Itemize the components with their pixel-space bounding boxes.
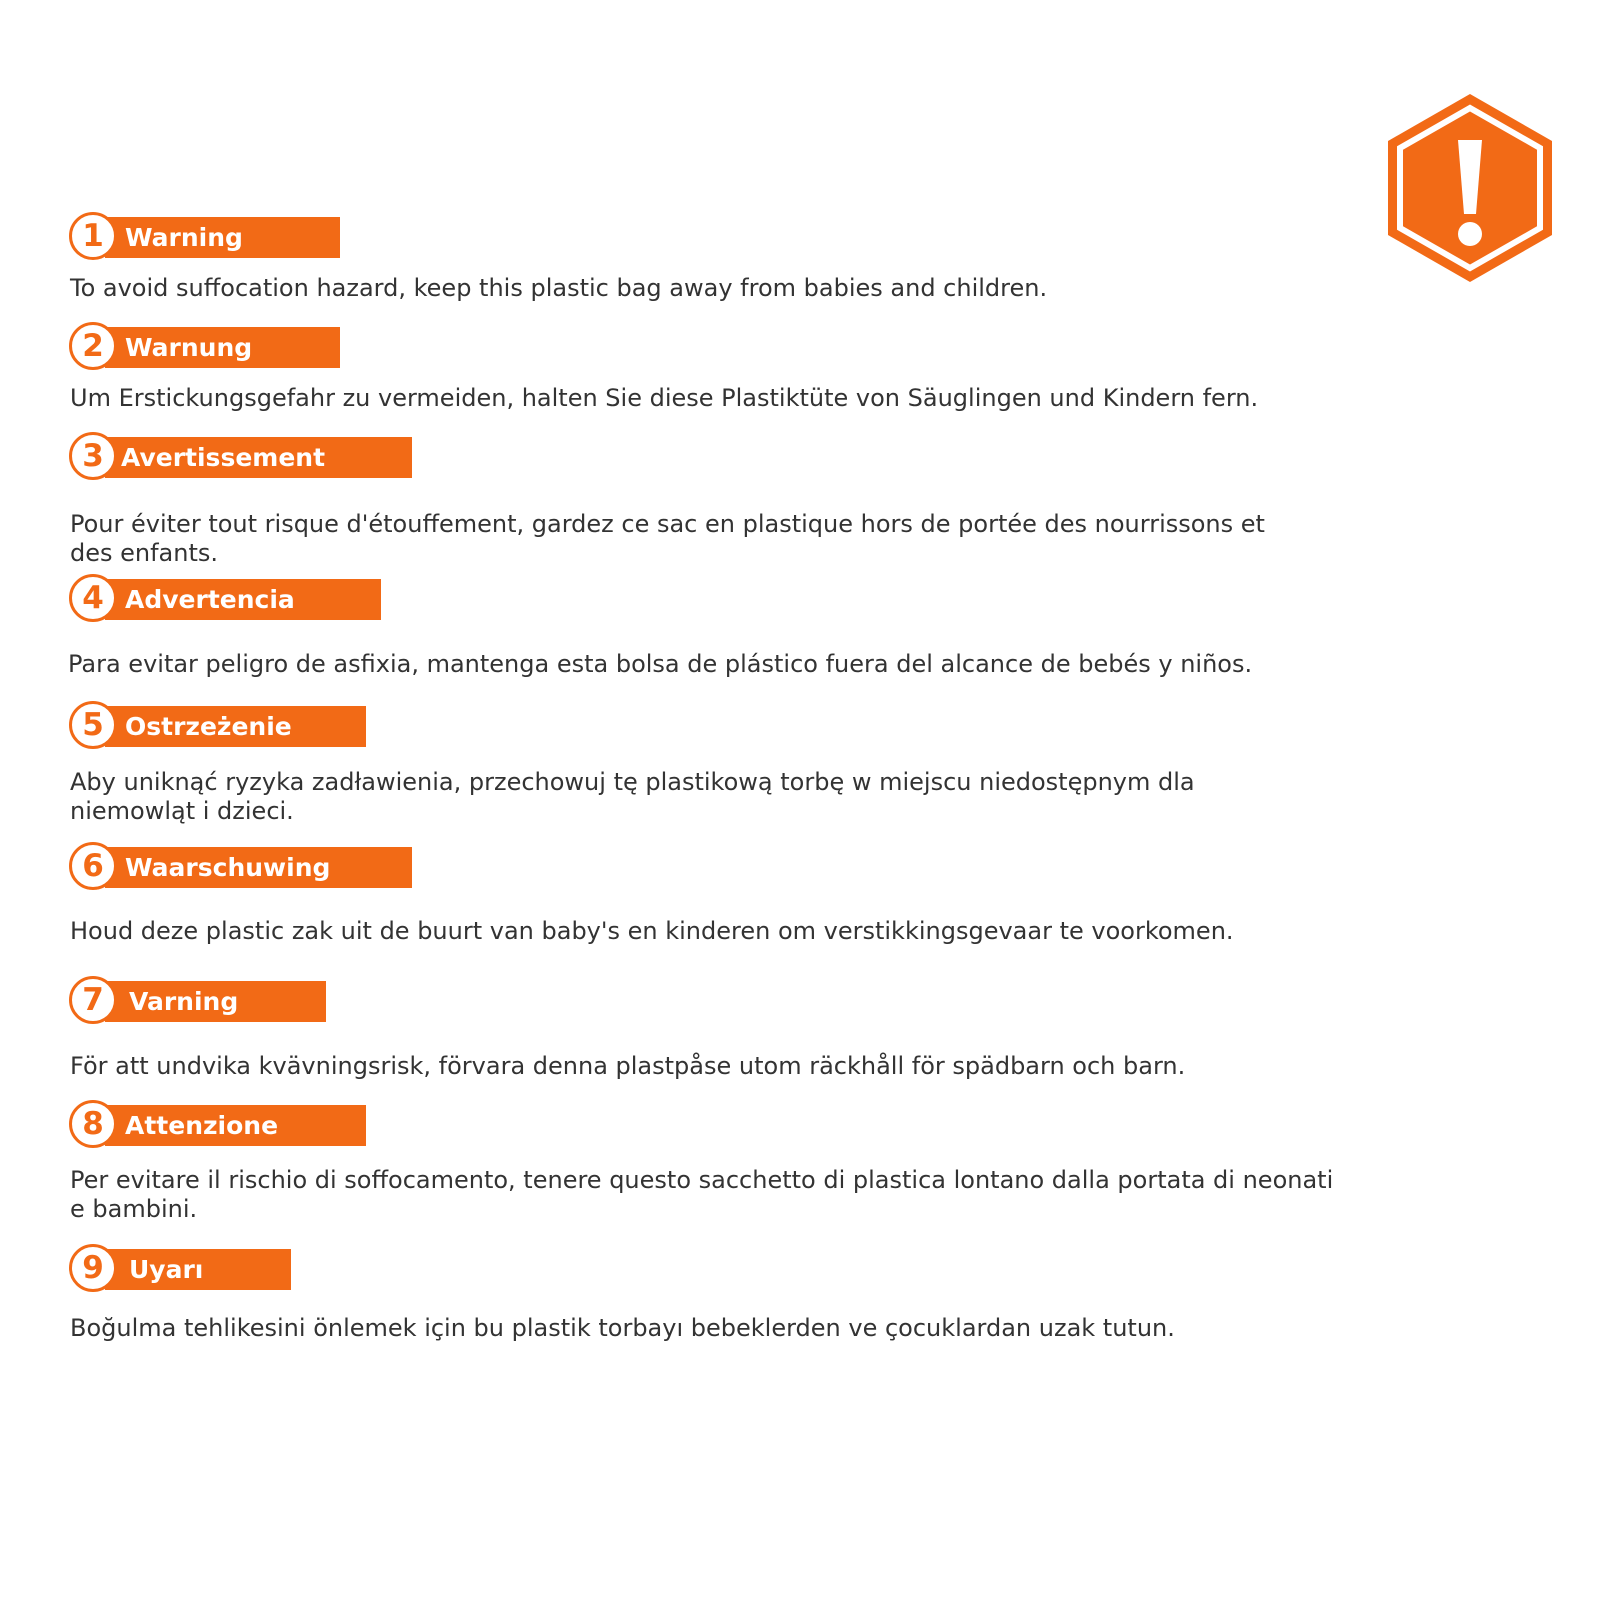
- warning-hexagon-icon: [1385, 92, 1555, 284]
- warning-title: Warning: [105, 217, 340, 258]
- item-number-badge: 3: [69, 432, 117, 480]
- warning-title: Uyarı: [105, 1249, 291, 1290]
- warning-header: [69, 701, 489, 753]
- warning-title: Varning: [105, 981, 326, 1022]
- warning-text: [70, 917, 1234, 946]
- warning-text-line: des enfants.: [70, 539, 219, 567]
- warning-text: [70, 768, 1195, 826]
- warning-text-line: För att undvika kvävningsrisk, förvara denna plastpåse utom räckhåll för spädbarn och barn.: [70, 1052, 1186, 1080]
- warning-text: [70, 510, 1265, 568]
- warning-text-line: niemowląt i dzieci.: [70, 797, 294, 825]
- warning-title: Advertencia: [105, 579, 381, 620]
- warning-title: Waarschuwing: [105, 847, 412, 888]
- item-number-badge: 4: [69, 574, 117, 622]
- warning-text-line: Aby uniknąć ryzyka zadławienia, przechowuj tę plastikową torbę w miejscu niedostępnym dla: [70, 768, 1195, 796]
- warning-title: Ostrzeżenie: [105, 706, 366, 747]
- warning-text-line: Um Erstickungsgefahr zu vermeiden, halten Sie diese Plastiktüte von Säuglingen und Kindern fern.: [70, 384, 1259, 412]
- warning-text: [70, 1314, 1175, 1343]
- warning-text-line: To avoid suffocation hazard, keep this plastic bag away from babies and children.: [70, 274, 1048, 302]
- item-number-badge: 5: [69, 701, 117, 749]
- warning-header: [69, 574, 489, 626]
- warning-header: [69, 322, 489, 374]
- warning-title: Warnung: [105, 327, 340, 368]
- warning-header: [69, 432, 489, 484]
- warning-title: Attenzione: [105, 1105, 366, 1146]
- item-number-badge: 9: [69, 1244, 117, 1292]
- warning-header: [69, 1244, 489, 1296]
- warning-text-line: e bambini.: [70, 1195, 198, 1223]
- item-number-badge: 2: [69, 322, 117, 370]
- warning-text: [68, 650, 1252, 679]
- warning-header: [69, 842, 489, 894]
- warning-header: [69, 1100, 489, 1152]
- warning-text: [70, 1052, 1185, 1081]
- item-number-badge: 7: [69, 976, 117, 1024]
- warning-text-line: Para evitar peligro de asfixia, mantenga esta bolsa de plástico fuera del alcance de bebés y niños.: [68, 650, 1253, 678]
- item-number-badge: 1: [69, 212, 117, 260]
- warning-text-line: Pour éviter tout risque d'étouffement, gardez ce sac en plastique hors de portée des nourrissons et: [70, 510, 1265, 538]
- warning-text: [70, 384, 1258, 413]
- warning-text-line: Houd deze plastic zak uit de buurt van baby's en kinderen om verstikkingsgevaar te voorkomen.: [70, 917, 1234, 945]
- warning-text-line: Per evitare il rischio di soffocamento, tenere questo sacchetto di plastica lontano dalla portata di neonati: [70, 1166, 1334, 1194]
- warning-text: [70, 274, 1047, 303]
- item-number-badge: 6: [69, 842, 117, 890]
- warning-header: [69, 212, 489, 264]
- warning-text-line: Boğulma tehlikesini önlemek için bu plastik torbayı bebeklerden ve çocuklardan uzak tutun.: [70, 1314, 1175, 1342]
- warning-title: Avertissement: [105, 437, 412, 478]
- warning-text: [70, 1166, 1333, 1224]
- item-number-badge: 8: [69, 1100, 117, 1148]
- warning-header: [69, 976, 489, 1028]
